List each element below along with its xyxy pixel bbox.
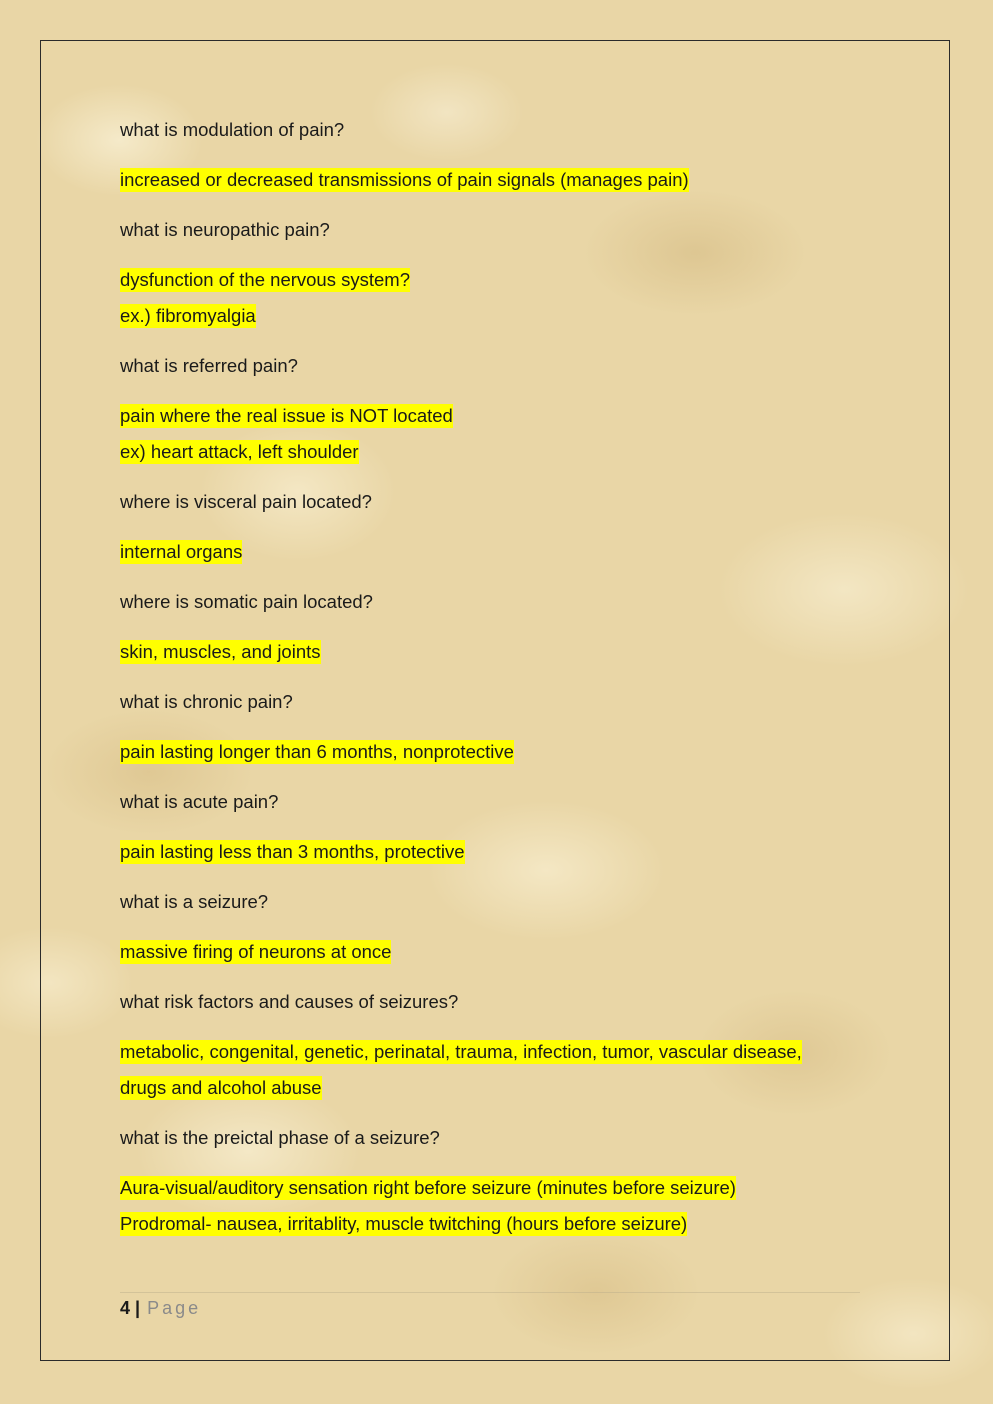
question-text: what is referred pain? [120, 355, 298, 376]
page-number: 4 [120, 1298, 131, 1318]
answer-block [120, 939, 880, 965]
answer-block [120, 267, 880, 329]
question-text: what is neuropathic pain? [120, 219, 330, 240]
question-text: what is modulation of pain? [120, 119, 345, 140]
answer-block [120, 1175, 880, 1237]
question-text: what is a seizure? [120, 891, 269, 912]
highlighted-answer: dysfunction of the nervous system? [120, 269, 410, 290]
answer-block [120, 839, 880, 865]
question-text: where is visceral pain located? [120, 491, 372, 512]
highlighted-answer: ex.) fibromyalgia [120, 305, 256, 326]
highlighted-answer: massive firing of neurons at once [120, 941, 392, 962]
answer-block [120, 1039, 880, 1101]
footer-divider [120, 1292, 860, 1293]
question-text: what is the preictal phase of a seizure? [120, 1127, 440, 1148]
answer-block [120, 639, 880, 665]
answer-block [120, 403, 880, 465]
highlighted-answer: Aura-visual/auditory sensation right before seizure (minutes before seizure) [120, 1177, 736, 1198]
answer-block [120, 739, 880, 765]
answer-block [120, 167, 880, 193]
page-footer [120, 1296, 201, 1320]
question-text: what is acute pain? [120, 791, 279, 812]
highlighted-answer: internal organs [120, 541, 243, 562]
question-text: where is somatic pain located? [120, 591, 373, 612]
highlighted-answer: Prodromal- nausea, irritablity, muscle twitching (hours before seizure) [120, 1213, 688, 1234]
highlighted-answer: drugs and alcohol abuse [120, 1077, 322, 1098]
highlighted-answer: pain lasting longer than 6 months, nonprotective [120, 741, 514, 762]
question-text: what is chronic pain? [120, 691, 293, 712]
question-text: what risk factors and causes of seizures? [120, 991, 459, 1012]
highlighted-answer: metabolic, congenital, genetic, perinatal, trauma, infection, tumor, vascular disease, [120, 1041, 802, 1062]
highlighted-answer: pain where the real issue is NOT located [120, 405, 453, 426]
highlighted-answer: pain lasting less than 3 months, protective [120, 841, 465, 862]
page-label: Page [147, 1298, 202, 1318]
highlighted-answer: increased or decreased transmissions of pain signals (manages pain) [120, 169, 689, 190]
highlighted-answer: skin, muscles, and joints [120, 641, 321, 662]
document-body [120, 117, 880, 1261]
answer-block [120, 539, 880, 565]
footer-separator: | [135, 1298, 141, 1318]
highlighted-answer: ex) heart attack, left shoulder [120, 441, 359, 462]
